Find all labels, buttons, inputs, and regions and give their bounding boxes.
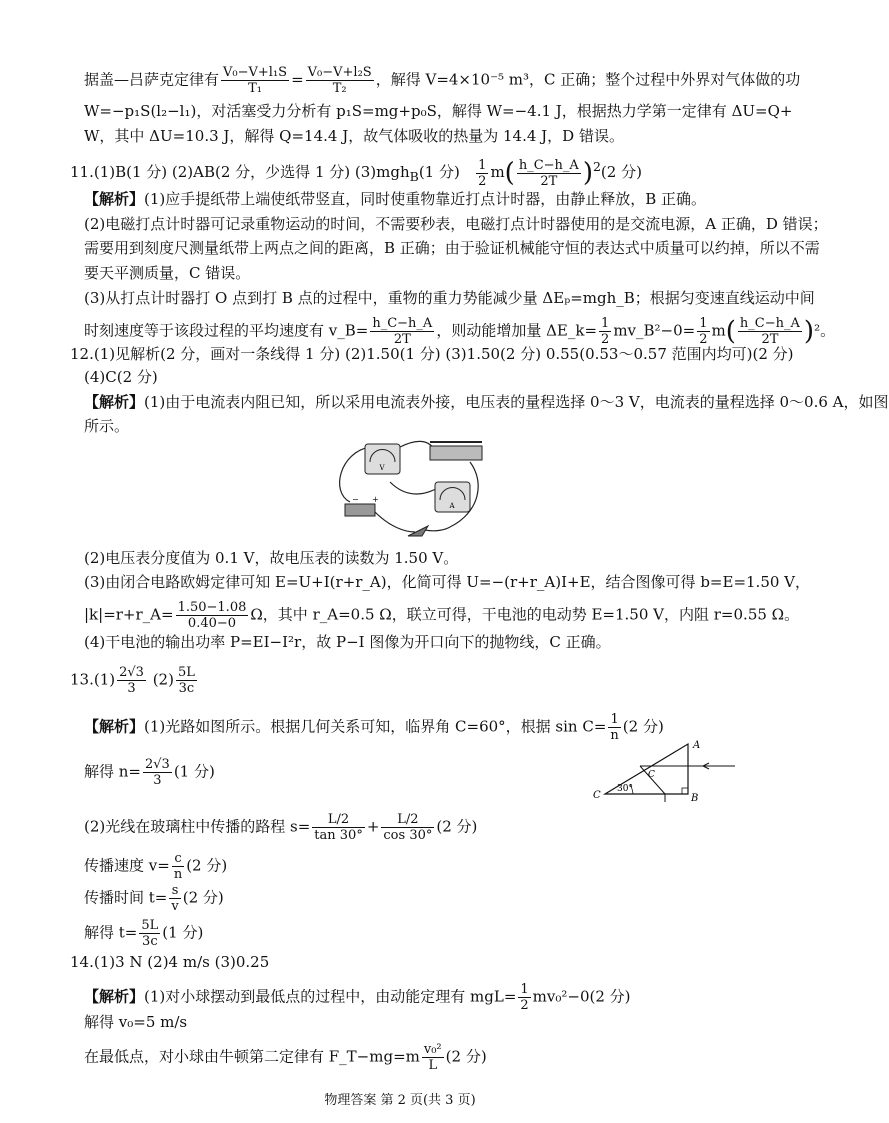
- explain-text: (1)对小球摆动到最低点的过程中，由动能定理有 mgL=: [144, 987, 517, 1006]
- explain-text: ，则动能增加量 ΔE_k=: [436, 321, 598, 340]
- fraction: [476, 158, 488, 189]
- q10-line1: [84, 65, 800, 96]
- fraction: [370, 316, 434, 347]
- fraction: [169, 883, 180, 914]
- voltmeter-label: V: [379, 464, 385, 472]
- point-a-label: A: [693, 740, 701, 751]
- fraction: [176, 600, 249, 631]
- explain-tag: 【解析】: [84, 717, 145, 736]
- wire: [425, 527, 450, 531]
- prism-figure: [585, 734, 745, 804]
- numerator: h_C−h_A: [518, 157, 579, 173]
- explain-text: (2 分): [182, 888, 224, 907]
- numerator: c: [172, 851, 184, 867]
- fraction: [422, 1042, 444, 1073]
- wire: [390, 482, 440, 494]
- explain-text: mv₀²−0(2 分): [532, 987, 631, 1006]
- denominator: n: [173, 867, 183, 882]
- q10-text: 据盖—吕萨克定律有: [84, 70, 220, 89]
- explain-text: |k|=r+r_A=: [84, 605, 174, 624]
- q10-text: ，解得 V=4×10⁻⁵ m³，C 正确；整个过程中外界对气体做的功: [375, 70, 801, 89]
- rheostat: [430, 446, 482, 460]
- right-angle-mark: [682, 788, 688, 794]
- numerator: h_C−h_A: [372, 316, 433, 331]
- explain-text: (1)光路如图所示。根据几何关系可知，临界角 C=60°，根据 sin C=: [144, 717, 607, 736]
- q12-explain-1: [84, 392, 889, 412]
- q13-explain-5: [84, 883, 224, 914]
- q13-answer: [70, 665, 199, 696]
- numerator: L/2: [381, 812, 434, 828]
- numerator: 5L: [141, 918, 159, 933]
- denominator: 3c: [142, 934, 158, 949]
- explain-tag: 【解析】: [84, 190, 145, 208]
- answer-text: 13.(1): [70, 670, 116, 689]
- q10-line2: W=−p₁S(l₂−l₁)，对活塞受力分析有 p₁S=mg+p₀S，解得 W=−4.1 J，根据热力学第一定律有 ΔU=Q+: [84, 102, 793, 120]
- numerator: 2√3: [145, 757, 170, 772]
- q11-explain-6: 时刻速度等于该段过程的平均速度有 v_B= $\frac{h\_C-h\_A}{2T}$ ，则动能增加量 ΔE_k= $\frac{1}{2}$ mv_B²−0= $\frac{1}{2}$ m( $\frac{h\_C-h\_A}{2T}$ )²。: [84, 316, 836, 347]
- explain-text: 时刻速度等于该段过程的平均速度有 v_B=: [84, 321, 369, 340]
- numerator: v₀²: [423, 1042, 442, 1057]
- fraction: [312, 812, 365, 843]
- q13-explain-6: [84, 918, 203, 949]
- numerator: 2√3: [119, 665, 144, 680]
- fraction: [518, 982, 530, 1013]
- numerator: s: [169, 883, 180, 899]
- denominator: T₁: [248, 81, 262, 96]
- numerator: V₀−V+l₂S: [307, 65, 372, 80]
- point-c-label: C: [593, 790, 601, 801]
- q12-explain-5: [84, 600, 799, 631]
- q12-answer-2: (4)C(2 分): [84, 368, 158, 386]
- q11-answer-text: (1 分): [418, 163, 460, 181]
- numerator: 1.50−1.08: [177, 600, 247, 615]
- switch: [408, 526, 428, 536]
- symbol: m: [490, 163, 505, 181]
- denominator: T₂: [332, 81, 347, 96]
- numerator: 5L: [177, 665, 195, 680]
- fraction: [172, 851, 184, 882]
- fraction: [117, 665, 146, 696]
- fraction: [139, 918, 160, 949]
- q11-answer: 11.(1)B(1 分) (2)AB(2 分，少选得 1 分) (3)mgh$_B$(1 分) $\frac{1}{2}$ m( $\frac{h\_C-h\_A}{2T}$ )$^2$(2 分): [70, 157, 642, 189]
- explain-text: Ω，其中 r_A=0.5 Ω，联立可得，干电池的电动势 E=1.50 V，内阻 r=0.55 Ω。: [250, 605, 800, 624]
- numerator: L/2: [312, 812, 365, 828]
- q11-explain-5: (3)从打点计时器打 O 点到打 B 点的过程中，重物的重力势能减少量 ΔEₚ=mgh_B；根据匀变速直线运动中间: [84, 289, 815, 307]
- numerator: 1: [478, 157, 487, 173]
- denominator: cos 30°: [383, 828, 433, 843]
- numerator: 1: [601, 316, 610, 331]
- denominator: 2T: [761, 332, 779, 347]
- equals: =: [291, 70, 304, 89]
- point-b-label: B: [691, 793, 699, 804]
- q12-explain-6: (4)干电池的输出功率 P=EI−I²r，故 P−I 图像为开口向下的抛物线，C 正确。: [84, 633, 611, 651]
- q11-explain-3: 需要用到刻度尺测量纸带上两点之间的距离，B 正确；由于验证机械能守恒的表达式中质量可以约掉，所以不需: [84, 239, 820, 257]
- battery: [345, 504, 375, 516]
- explain-text: (2 分): [186, 856, 228, 875]
- q11-explain-1: [84, 189, 706, 209]
- explain-text: (1)应手提纸带上端使纸带竖直，同时使重物靠近打点计时器，由静止释放，B 正确。: [144, 190, 707, 208]
- fraction: [143, 757, 172, 788]
- denominator: 0.40−0: [187, 616, 237, 631]
- plus-sign: +: [372, 495, 379, 504]
- q12-explain-4: (3)由闭合电路欧姆定律可知 E=U+I(r+r_A)，化简可得 U=−(r+r_A)I+E，结合图像可得 b=E=1.50 V，: [84, 573, 811, 591]
- numerator: h_C−h_A: [739, 316, 800, 331]
- q14-explain-1: [84, 982, 631, 1013]
- explain-text: 在最低点，对小球由牛顿第二定律有 F_T−mg=m: [84, 1047, 420, 1066]
- fraction: [306, 65, 374, 96]
- fraction: [221, 65, 289, 96]
- plus: +: [366, 817, 380, 836]
- explain-text: 解得 n=: [84, 762, 141, 781]
- explain-text: mv_B²−0=: [613, 321, 696, 340]
- explain-text: m: [711, 321, 726, 340]
- denominator: 2: [520, 998, 529, 1013]
- denominator: L: [428, 1058, 438, 1073]
- q13-explain-3: [84, 812, 477, 843]
- explain-text: (2 分): [622, 717, 664, 736]
- numerator: V₀−V+l₁S: [223, 65, 288, 80]
- numerator: 1: [608, 712, 620, 728]
- fraction: [381, 812, 434, 843]
- q10-line3: W，其中 ΔU=10.3 J，解得 Q=14.4 J，故气体吸收的热量为 14.4 J，D 错误。: [84, 127, 624, 145]
- fraction: [697, 316, 709, 347]
- circuit-figure: [330, 432, 490, 542]
- denominator: 3: [153, 773, 162, 788]
- denominator: tan 30°: [314, 828, 363, 843]
- fraction: [738, 316, 802, 347]
- q12-answer-1: 12.(1)见解析(2 分，画对一条线得 1 分) (2)1.50(1 分) (3)1.50(2 分) 0.55(0.53～0.57 范围内均可)(2 分): [70, 345, 794, 363]
- denominator: 3c: [178, 681, 195, 696]
- q14-explain-3: [84, 1042, 487, 1073]
- q11-explain-4: 要天平测质量，C 错误。: [84, 264, 251, 282]
- fraction: [176, 665, 197, 696]
- denominator: 2T: [393, 332, 411, 347]
- minus-sign: −: [352, 495, 359, 504]
- numerator: 1: [699, 316, 708, 331]
- denominator: n: [610, 728, 619, 743]
- fraction: [517, 158, 581, 189]
- page-footer: 物理答案 第 2 页(共 3 页): [324, 1093, 476, 1108]
- denominator: 2: [699, 332, 708, 347]
- denominator: 2: [601, 332, 610, 347]
- q12-explain-3: (2)电压表分度值为 0.1 V，故电压表的读数为 1.50 V。: [84, 549, 459, 567]
- q11-answer-text: (2 分): [600, 163, 642, 181]
- q11-explain-2: (2)电磁打点计时器可记录重物运动的时间，不需要秒表，电磁打点计时器使用的是交流电源，A 正确，D 错误；: [84, 215, 828, 233]
- explain-text: (1 分): [173, 762, 215, 781]
- q13-explain-4: [84, 851, 227, 882]
- fraction: [599, 316, 611, 347]
- answer-text: (2): [147, 670, 174, 689]
- explain-text: 传播速度 v=: [84, 856, 170, 875]
- q14-answer: 14.(1)3 N (2)4 m/s (3)0.25: [70, 953, 270, 971]
- wire: [375, 512, 415, 532]
- q13-explain-2: [84, 757, 215, 788]
- explain-tag: 【解析】: [84, 987, 145, 1006]
- denominator: 2T: [540, 173, 558, 189]
- explain-text: 传播时间 t=: [84, 888, 168, 907]
- angle-label: 30°: [617, 784, 633, 794]
- q14-explain-2: 解得 v₀=5 m/s: [84, 1013, 188, 1031]
- denominator: 2: [478, 173, 487, 189]
- explain-text: 解得 t=: [84, 923, 138, 942]
- subscript: B: [409, 169, 419, 184]
- explain-text: (2)光线在玻璃柱中传播的路程 s=: [84, 817, 311, 836]
- explain-text: ²。: [814, 321, 836, 340]
- explain-text: (1 分): [162, 923, 204, 942]
- denominator: v: [171, 899, 179, 914]
- explain-tag: 【解析】: [84, 393, 145, 411]
- critical-angle-label: C: [648, 770, 655, 780]
- explain-text: (2 分): [445, 1047, 487, 1066]
- q12-explain-2: 所示。: [84, 417, 130, 435]
- q11-answer-text: 11.(1)B(1 分) (2)AB(2 分，少选得 1 分) (3)mgh: [70, 163, 410, 181]
- denominator: 3: [127, 681, 136, 696]
- ammeter-label: A: [449, 502, 455, 510]
- explain-text: (2 分): [436, 817, 478, 836]
- explain-text: (1)由于电流表内阻已知，所以采用电流表外接，电压表的量程选择 0～3 V，电流表的量程选择 0～0.6 A，如图: [144, 393, 889, 411]
- numerator: 1: [520, 982, 529, 997]
- q13-explain-1: [84, 712, 664, 743]
